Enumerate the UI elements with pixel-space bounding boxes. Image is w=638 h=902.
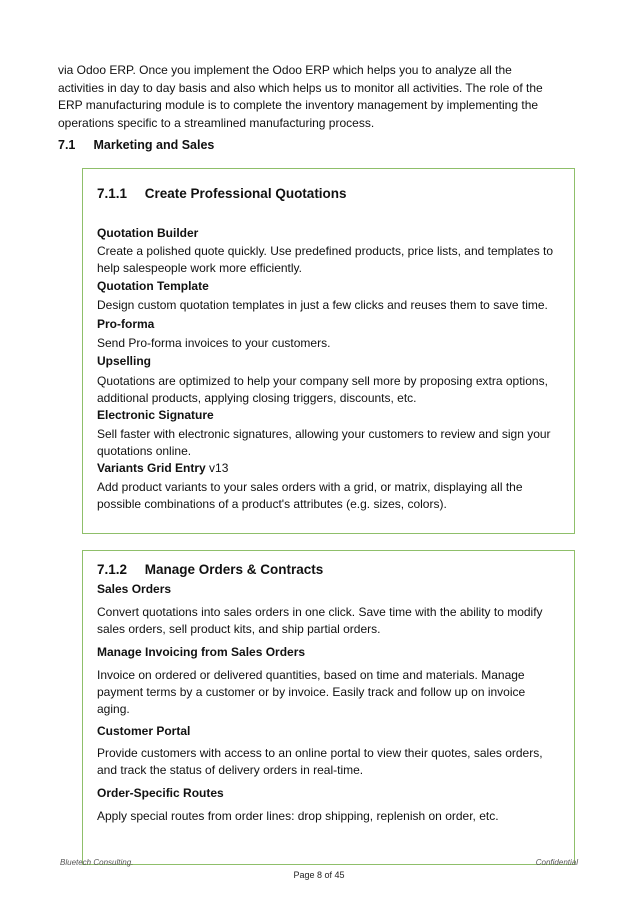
feature-description: Sell faster with electronic signatures, allowing your customers to review and sign your quotations online. xyxy=(97,427,551,458)
section-number: 7.1 xyxy=(58,138,76,152)
subsection-heading-orders xyxy=(97,562,558,577)
feature-description: Create a polished quote quickly. Use predefined products, price lists, and templates to help salespeople work more efficiently. xyxy=(97,244,554,275)
feature-description: Quotations are optimized to help your company sell more by proposing extra options, additional products, applying closing triggers, discounts, etc. xyxy=(97,374,548,405)
feature-description: Provide customers with access to an online portal to view their quotes, sales orders, and track the status of delivery orders in real-time. xyxy=(97,746,543,777)
subsection-title: Create Professional Quotations xyxy=(144,186,347,201)
feature-title: Customer Portal xyxy=(97,724,191,738)
intro-paragraph: via Odoo ERP. Once you implement the Odoo ERP which helps you to analyze all the activities in day to day basis and also which helps us to monitor all activities. The role of the ERP manufacturing module is to complete the inventory management by implementing the operations specific to a streamlined manufacturing process. xyxy=(58,63,543,130)
feature-description: Send Pro-forma invoices to your customers. xyxy=(97,336,331,350)
feature-description: Add product variants to your sales orders with a grid, or matrix, displaying all the possible combinations of a product's attributes (e.g. sizes, colors). xyxy=(97,480,523,511)
section-title: Marketing and Sales xyxy=(93,138,215,152)
feature-title-text: Variants Grid Entry xyxy=(97,461,206,475)
subsection-title: Manage Orders & Contracts xyxy=(144,562,324,577)
feature-title: Manage Invoicing from Sales Orders xyxy=(97,645,306,659)
feature-title: Electronic Signature xyxy=(97,408,214,422)
feature-description: Invoice on ordered or delivered quantities, based on time and materials. Manage payment terms by a customer or by invoice. Easily track and follow up on invoice aging. xyxy=(97,668,526,716)
feature-title: Quotation Template xyxy=(97,279,209,293)
section-heading xyxy=(58,138,214,152)
subsection-number: 7.1.1 xyxy=(97,186,128,201)
feature-title: Order-Specific Routes xyxy=(97,786,224,800)
feature-title xyxy=(97,461,558,475)
quotations-box xyxy=(82,168,575,534)
feature-title: Quotation Builder xyxy=(97,226,199,240)
feature-description: Apply special routes from order lines: drop shipping, replenish on order, etc. xyxy=(97,809,499,823)
feature-title: Upselling xyxy=(97,354,152,368)
version-tag: v13 xyxy=(209,461,229,475)
orders-box xyxy=(82,550,575,865)
footer-confidential: Confidential xyxy=(535,858,578,867)
feature-title: Pro-forma xyxy=(97,317,155,331)
page-number: Page 8 of 45 xyxy=(293,870,345,880)
feature-description: Design custom quotation templates in just a few clicks and reuses them to save time. xyxy=(97,298,548,312)
footer-company: Bluetech Consulting. xyxy=(60,858,134,867)
subsection-number: 7.1.2 xyxy=(97,562,128,577)
feature-title: Sales Orders xyxy=(97,582,172,596)
subsection-heading-quotations xyxy=(97,186,558,201)
feature-description: Convert quotations into sales orders in one click. Save time with the ability to modify sales orders, sell product kits, and ship partial orders. xyxy=(97,605,543,636)
